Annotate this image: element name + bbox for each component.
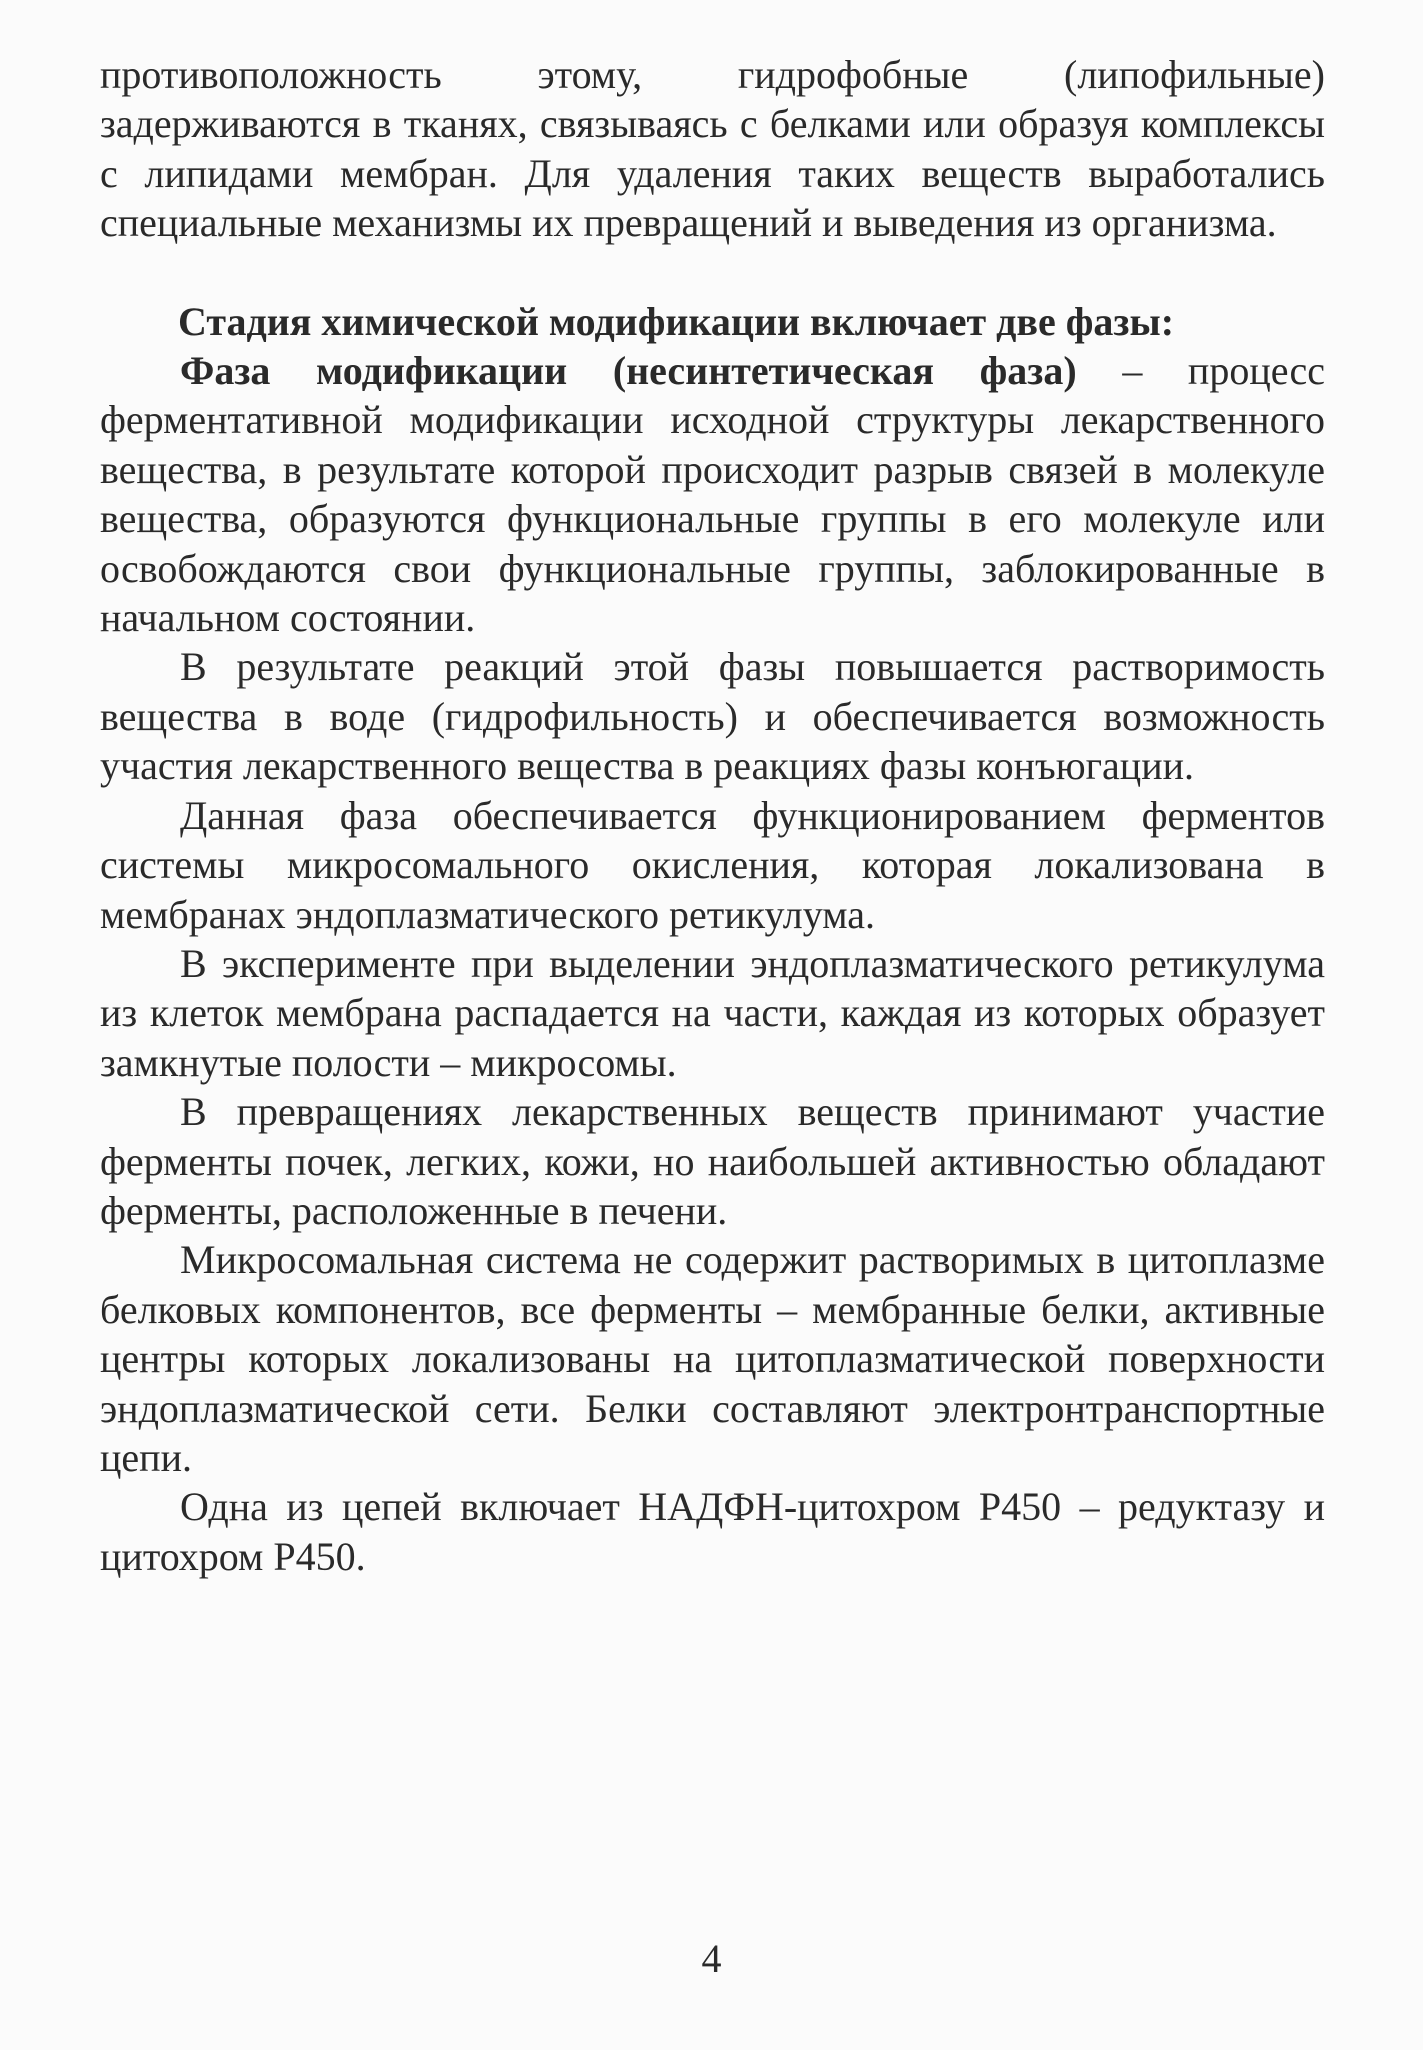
page-number: 4 [701, 1936, 722, 1981]
paragraph-continuation: противоположность этому, гидрофобные (липофильные) задерживаются в тканях, связываясь с белками или образуя комплексы с липидами мембран. Для удаления таких веществ выработались специальные механизмы их превращений и выведения из организма. [100, 52, 1325, 246]
paragraph-microsomes: В эксперименте при выделении эндоплазматического ретикулума из клеток мембрана распадается на части, каждая из которых образует замкнутые полости – микросомы. [100, 940, 1325, 1085]
paragraph-membrane-proteins: Микросомальная система не содержит растворимых в цитоплазме белковых компонентов, все ферменты – мембранные белки, активные центры которых локализованы на цитоплазматической поверхности эндоплазматической сети. Белки составляют электронтранспортные цепи. [100, 1237, 1325, 1480]
paragraph-cytochrome: Одна из цепей включает НАДФН-цитохром Р450 – редуктазу и цитохром Р450. [100, 1484, 1325, 1579]
paragraph-modification-phase [100, 346, 1325, 642]
body-text [100, 50, 1325, 1581]
paragraph-microsomal-oxidation: Данная фаза обеспечивается функционированием ферментов системы микросомального окисления, которая локализована в мембранах эндоплазматического ретикулума. [100, 792, 1325, 937]
term-modification-phase: Фаза модификации (несинтетическая фаза) [180, 348, 1077, 394]
definition-modification-phase: – процесс ферментативной модификации исходной структуры лекарственного вещества, в результате которой происходит разрыв связей в молекуле вещества, образуются функциональные группы в его молекуле или освобождаются свои функциональные группы, заблокированные в начальном состоянии. [100, 348, 1326, 641]
paragraph-solubility: В результате реакций этой фазы повышается растворимость вещества в воде (гидрофильность) и обеспечивается возможность участия лекарственного вещества в реакциях фазы конъюгации. [100, 644, 1325, 789]
section-heading: Стадия химической модификации включает две фазы: [178, 298, 1175, 344]
paragraph-liver-enzymes: В превращениях лекарственных веществ принимают участие ферменты почек, легких, кожи, но наибольшей активностью обладают ферменты, расположенные в печени. [100, 1089, 1325, 1233]
